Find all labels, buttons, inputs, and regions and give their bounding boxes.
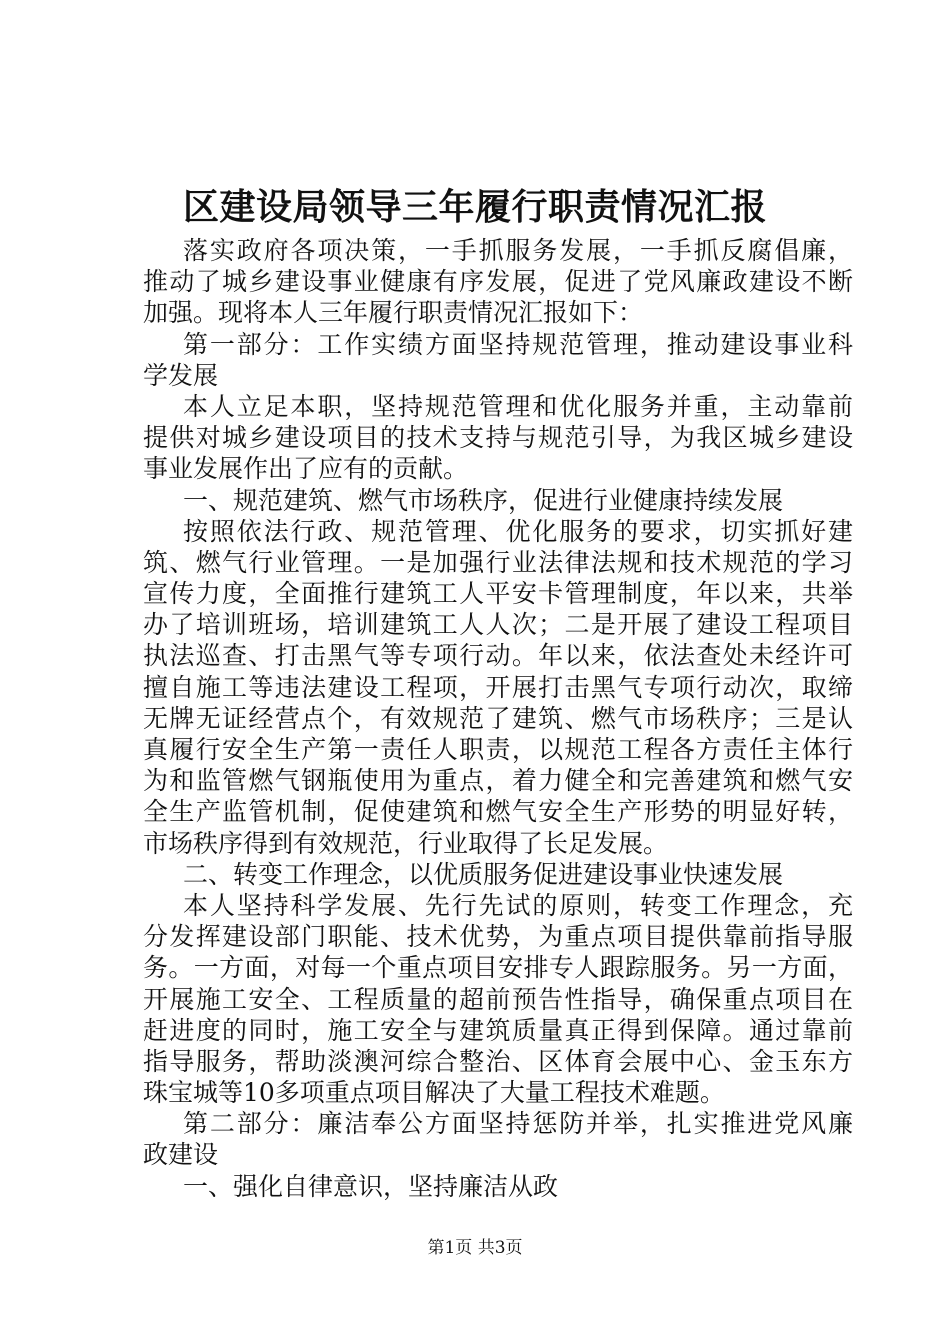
body-line: 分发挥建设部门职能、技术优势，为重点项目提供靠前指导服 xyxy=(143,922,853,952)
body-line: 务。一方面，对每一个重点项目安排专人跟踪服务。另一方面， xyxy=(143,953,853,983)
body-line: 本人坚持科学发展、先行先试的原则，转变工作理念，充 xyxy=(183,890,853,920)
body-line: 提供对城乡建设项目的技术支持与规范引导，为我区城乡建设 xyxy=(143,423,853,453)
body-line: 真履行安全生产第一责任人职责，以规范工程各方责任主体行 xyxy=(143,735,853,764)
body-line: 按照依法行政、规范管理、优化服务的要求，切实抓好建 xyxy=(183,516,853,546)
body-line: 擅自施工等违法建设工程项，开展打击黑气专项行动次，取缔 xyxy=(143,672,853,702)
body-line: 赶进度的同时，施工安全与建筑质量真正得到保障。通过靠前 xyxy=(143,1015,853,1045)
body-line: 一、强化自律意识，坚持廉洁从政 xyxy=(183,1171,559,1201)
body-line: 无牌无证经营点个，有效规范了建筑、燃气市场秩序；三是认 xyxy=(143,703,853,733)
document-body xyxy=(143,235,853,1202)
body-line: 第二部分：廉洁奉公方面坚持惩防并举，扎实推进党风廉 xyxy=(183,1109,853,1139)
body-line: 市场秩序得到有效规范，行业取得了长足发展。 xyxy=(143,828,669,858)
body-line: 本人立足本职，坚持规范管理和优化服务并重，主动靠前 xyxy=(183,391,853,421)
body-line: 事业发展作出了应有的贡献。 xyxy=(143,454,469,484)
body-line: 第一部分：工作实绩方面坚持规范管理，推动建设事业科 xyxy=(183,329,853,359)
body-line: 指导服务，帮助淡澳河综合整治、区体育会展中心、金玉东方 xyxy=(143,1046,853,1076)
body-line: 政建设 xyxy=(143,1140,219,1170)
body-line: 筑、燃气行业管理。一是加强行业法律法规和技术规范的学习 xyxy=(143,547,853,577)
document-title: 区建设局领导三年履行职责情况汇报 xyxy=(182,186,767,228)
body-line: 二、转变工作理念，以优质服务促进建设事业快速发展 xyxy=(183,859,784,889)
body-line: 全生产监管机制，促使建筑和燃气安全生产形势的明显好转， xyxy=(143,797,853,827)
body-line: 为和监管燃气钢瓶使用为重点，着力健全和完善建筑和燃气安 xyxy=(143,766,853,796)
body-line: 学发展 xyxy=(143,360,219,390)
page-number-footer: 第1页 共3页 xyxy=(427,1238,523,1258)
body-line: 执法巡查、打击黑气等专项行动。年以来，依法查处未经许可 xyxy=(143,641,853,671)
body-line: 宣传力度，全面推行建筑工人平安卡管理制度，年以来，共举 xyxy=(143,579,853,609)
body-line: 开展施工安全、工程质量的超前预告性指导，确保重点项目在 xyxy=(143,984,853,1014)
body-line: 办了培训班场，培训建筑工人人次；二是开展了建设工程项目 xyxy=(143,610,853,640)
body-line: 一、规范建筑、燃气市场秩序，促进行业健康持续发展 xyxy=(183,485,784,515)
body-line: 加强。现将本人三年履行职责情况汇报如下： xyxy=(143,298,644,328)
body-line: 珠宝城等10多项重点项目解决了大量工程技术难题。 xyxy=(143,1078,725,1108)
body-line: 落实政府各项决策，一手抓服务发展，一手抓反腐倡廉， xyxy=(183,236,853,265)
body-line: 推动了城乡建设事业健康有序发展，促进了党风廉政建设不断 xyxy=(143,267,853,297)
